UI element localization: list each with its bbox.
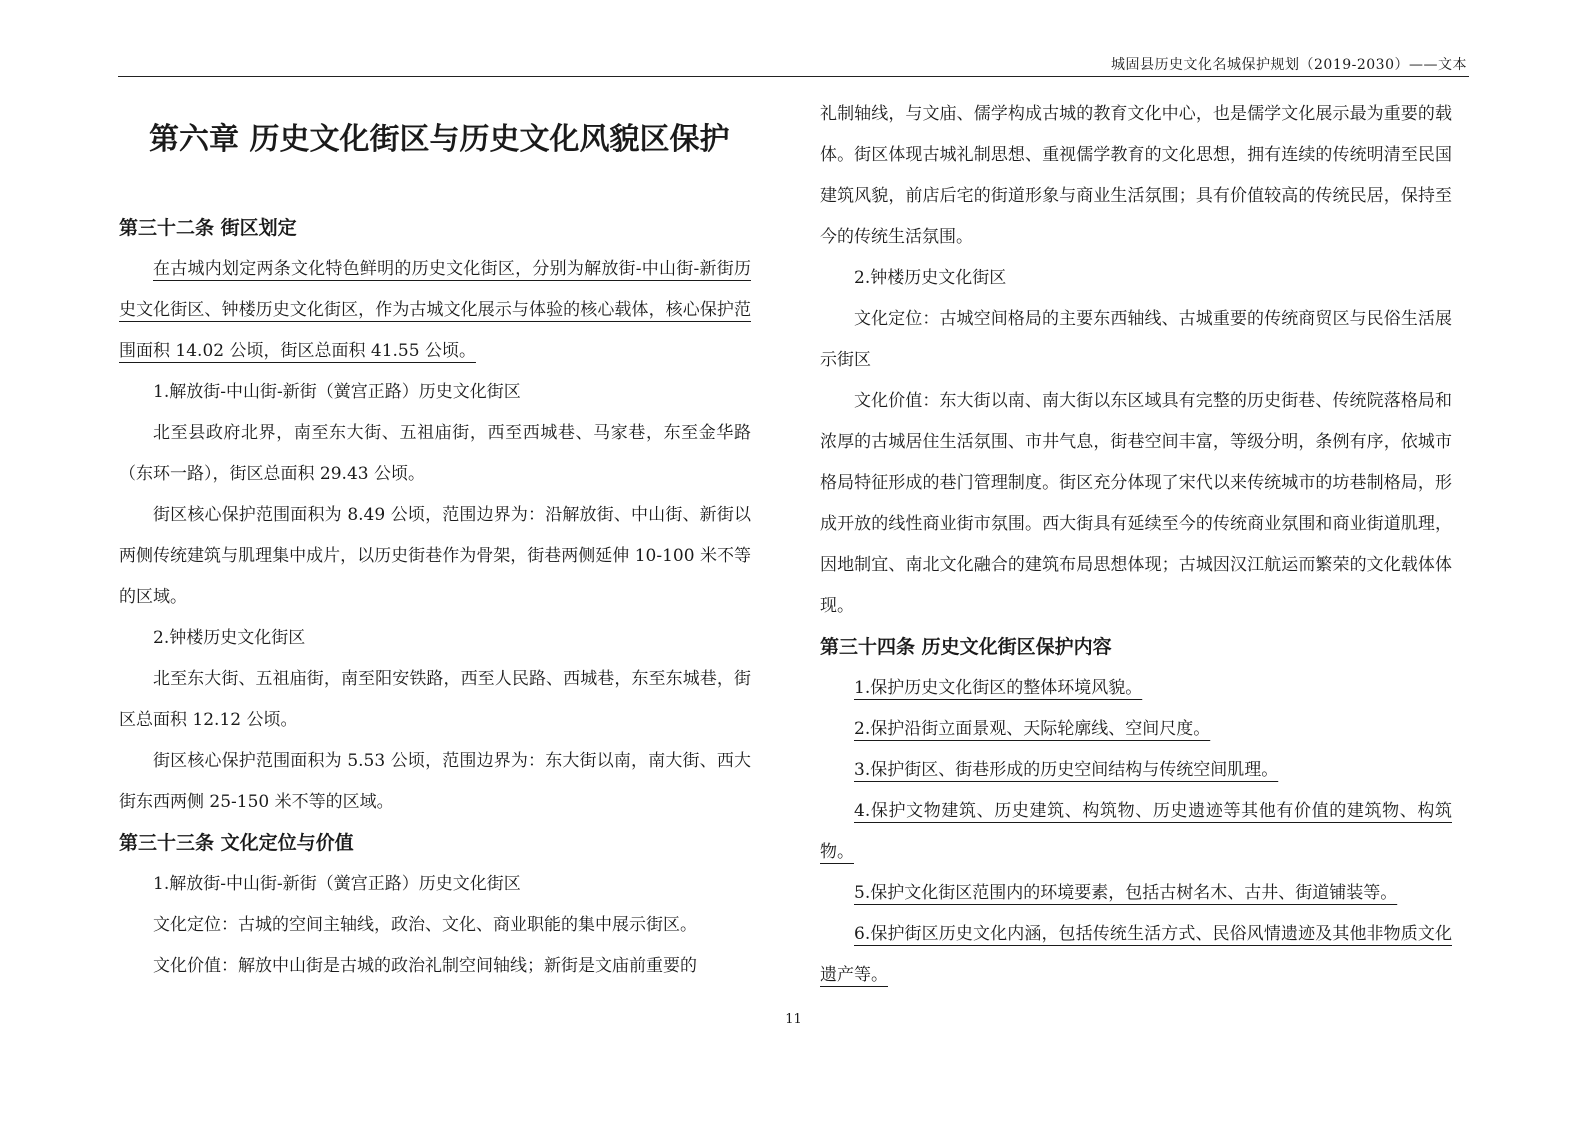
article-33-paragraph-2: 文化定位：古城的空间主轴线，政治、文化、商业职能的集中展示街区。 xyxy=(153,915,697,935)
article-32-paragraph-6: 北至东大街、五祖庙街，南至阳安铁路，西至人民路、西城巷，东至东城巷，街区总面积 12.12 公顷。 xyxy=(119,669,751,730)
article-34-title: 第三十四条 历史文化街区保护内容 xyxy=(820,636,1112,658)
article-34-item-1: 1.保护历史文化街区的整体环境风貌。 xyxy=(854,678,1143,698)
right-column xyxy=(820,94,1452,996)
article-33-paragraph-6: 文化价值：东大街以南、南大街以东区域具有完整的历史街巷、传统院落格局和浓厚的古城居住生活氛围、市井气息，街巷空间丰富，等级分明，条例有序，依城市格局特征形成的巷门管理制度。街区充分体现了宋代以来传统城市的坊巷制格局，形成开放的线性商业街市氛围。西大街具有延续至今的传统商业氛围和商业街道肌理，因地制宜、南北文化融合的建筑布局思想体现；古城因汉江航运而繁荣的文化载体体现。 xyxy=(820,391,1452,616)
article-34-item-2: 2.保护沿街立面景观、天际轮廓线、空间尺度。 xyxy=(854,719,1211,739)
article-34-item-4: 4.保护文物建筑、历史建筑、构筑物、历史遗迹等其他有价值的建筑物、构筑物。 xyxy=(820,801,1452,862)
article-32-paragraph-7: 街区核心保护范围面积为 5.53 公顷，范围边界为：东大街以南，南大街、西大街东西两侧 25-150 米不等的区域。 xyxy=(119,751,751,812)
article-33-title: 第三十三条 文化定位与价值 xyxy=(119,832,354,854)
article-32-paragraph-3: 北至县政府北界，南至东大街、五祖庙街，西至西城巷、马家巷，东至金华路（东环一路），街区总面积 29.43 公顷。 xyxy=(119,423,751,484)
article-32-paragraph-1: 在古城内划定两条文化特色鲜明的历史文化街区，分别为解放街-中山街-新街历史文化街区、钟楼历史文化街区，作为古城文化展示与体验的核心载体，核心保护范围面积 14.02 公顷，街区总面积 41.55 公顷。 xyxy=(119,259,751,361)
article-34-item-5: 5.保护文化街区范围内的环境要素，包括古树名木、古井、街道铺装等。 xyxy=(854,883,1398,903)
page-number: 11 xyxy=(785,1012,802,1027)
article-32-paragraph-2: 1.解放街-中山街-新街（黉宫正路）历史文化街区 xyxy=(153,382,521,402)
article-32-title: 第三十二条 街区划定 xyxy=(119,217,297,239)
article-33-paragraph-4: 2.钟楼历史文化街区 xyxy=(854,268,1007,288)
article-32-paragraph-5: 2.钟楼历史文化街区 xyxy=(153,628,306,648)
article-32-paragraph-4: 街区核心保护范围面积为 8.49 公顷，范围边界为：沿解放街、中山街、新街以两侧传统建筑与肌理集中成片，以历史街巷作为骨架，街巷两侧延伸 10-100 米不等的区域。 xyxy=(119,505,751,607)
article-33-paragraph-continued: 礼制轴线，与文庙、儒学构成古城的教育文化中心，也是儒学文化展示最为重要的载体。街区体现古城礼制思想、重视儒学教育的文化思想，拥有连续的传统明清至民国建筑风貌，前店后宅的街道形象与商业生活氛围；具有价值较高的传统民居，保持至今的传统生活氛围。 xyxy=(820,104,1452,247)
article-33-paragraph-1: 1.解放街-中山街-新街（黉宫正路）历史文化街区 xyxy=(153,874,521,894)
article-34-item-3: 3.保护街区、街巷形成的历史空间结构与传统空间肌理。 xyxy=(854,760,1279,780)
left-body xyxy=(119,208,751,987)
article-33-paragraph-3: 文化价值：解放中山街是古城的政治礼制空间轴线；新街是文庙前重要的 xyxy=(153,956,697,976)
article-33-paragraph-5: 文化定位：古城空间格局的主要东西轴线、古城重要的传统商贸区与民俗生活展示街区 xyxy=(820,309,1452,370)
header-rule xyxy=(118,76,1469,77)
article-34-item-6: 6.保护街区历史文化内涵，包括传统生活方式、民俗风情遗迹及其他非物质文化遗产等。 xyxy=(820,924,1452,985)
chapter-title: 第六章 历史文化街区与历史文化风貌区保护 xyxy=(149,122,730,157)
running-header: 城固县历史文化名城保护规划（2019-2030）——文本 xyxy=(1111,57,1467,73)
